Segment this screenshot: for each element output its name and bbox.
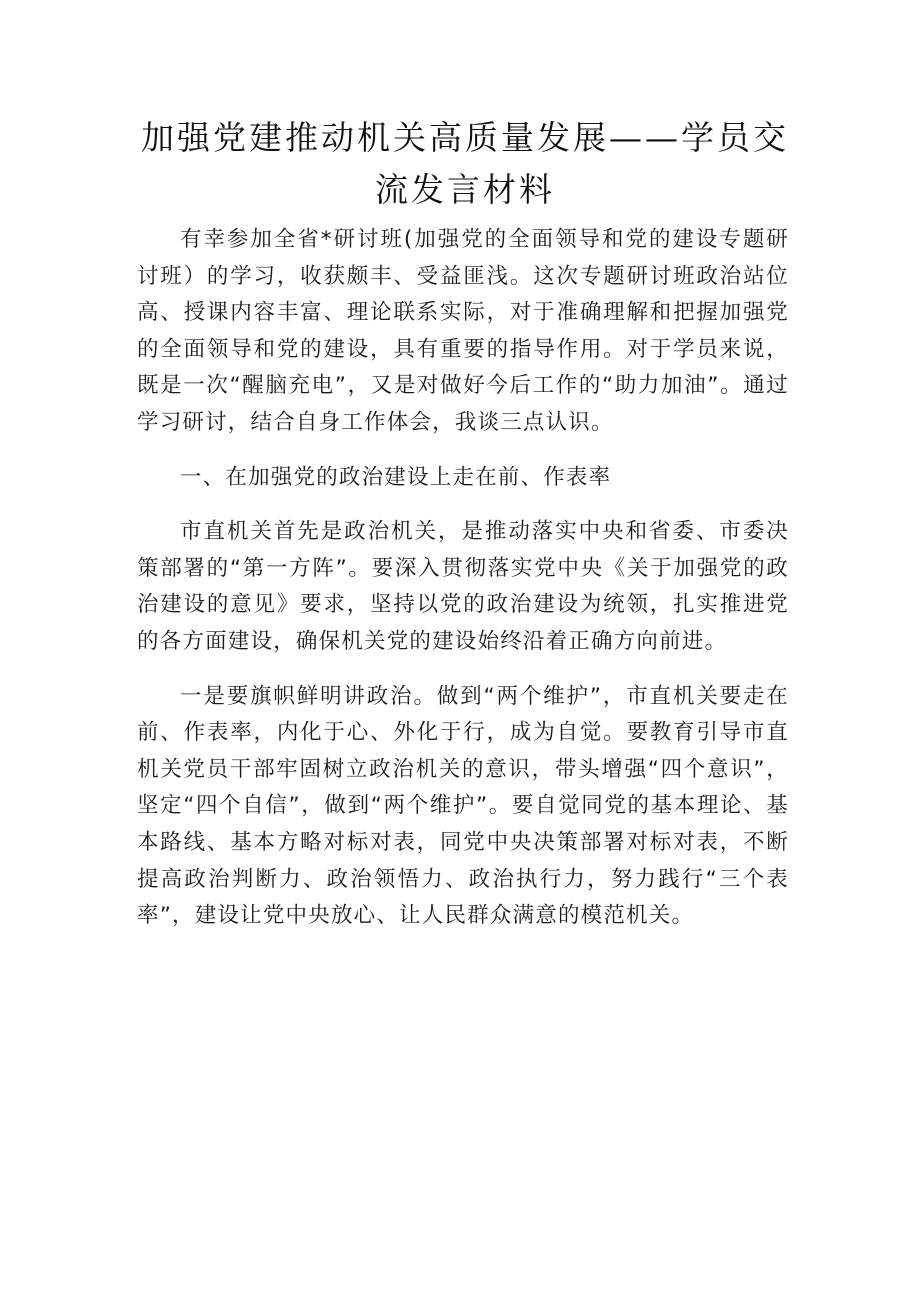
section-heading-1: 一、在加强党的政治建设上走在前、作表率 [180, 464, 612, 490]
paragraph-section-1: 市直机关首先是政治机关，是推动落实中央和省委、市委决策部署的“第一方阵”。要深入贯彻落实党中央《关于加强党的政治建设的意见》要求，坚持以党的政治建设为统领，扎实推进党的各方面建设，确保机关党的建设始终沿着正确方向前进。 [137, 519, 789, 654]
paragraph-point-1: 一是要旗帜鲜明讲政治。做到“两个维护”，市直机关要走在前、作表率，内化于心、外化于行，成为自觉。要教育引导市直机关党员干部牢固树立政治机关的意识，带头增强“四个意识”，坚定“四个自信”，做到“两个维护”。要自觉同党的基本理论、基本路线、基本方略对标对表，同党中央决策部署对标对表，不断提高政治判断力、政治领悟力、政治执行力，努力践行“三个表率”，建设让党中央放心、让人民群众满意的模范机关。 [137, 683, 789, 929]
document-title: 加强党建推动机关高质量发展——学员交流发言材料 [141, 118, 789, 209]
document-body [137, 222, 789, 935]
paragraph-intro: 有幸参加全省*研讨班(加强党的全面领导和党的建设专题研讨班）的学习，收获颇丰、受益匪浅。这次专题研讨班政治站位高、授课内容丰富、理论联系实际，对于准确理解和把握加强党的全面领导和党的建设，具有重要的指导作用。对于学员来说，既是一次“醒脑充电”，又是对做好今后工作的“助力加油”。通过学习研讨，结合自身工作体会，我谈三点认识。 [137, 227, 789, 435]
